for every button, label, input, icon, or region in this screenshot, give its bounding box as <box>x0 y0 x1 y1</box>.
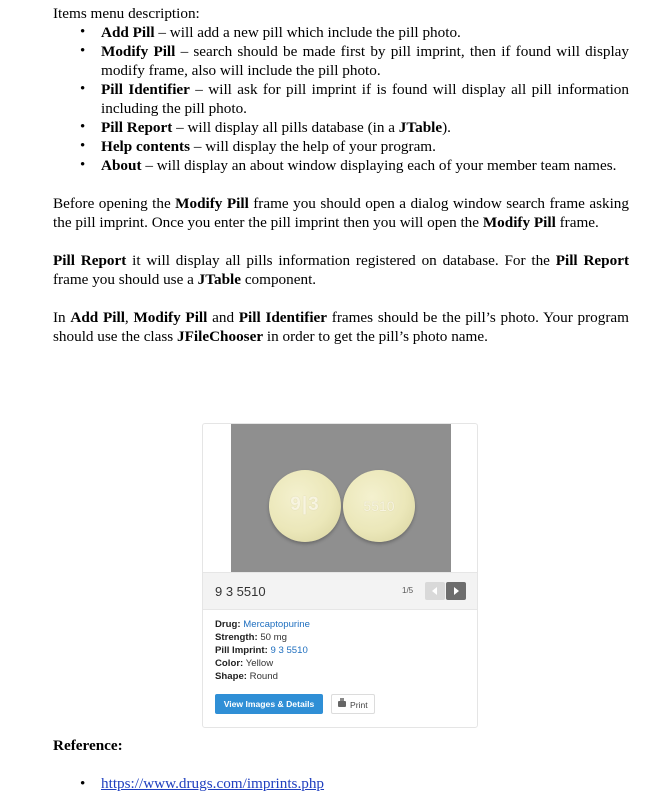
menu-desc: ). <box>442 119 451 136</box>
menu-term: Modify Pill <box>101 43 176 60</box>
menu-desc: – will display the help of your program. <box>190 138 436 155</box>
strength-value: 50 mg <box>260 632 287 643</box>
chevron-right-icon <box>454 587 459 595</box>
items-menu-heading: Items menu description: <box>53 5 200 22</box>
menu-description-list <box>53 23 629 175</box>
menu-term: Pill Report <box>101 119 173 136</box>
bold-text: JTable <box>197 271 242 288</box>
bold-text: Pill Report <box>555 252 630 269</box>
menu-desc: – will ask for pill imprint if is found will display all pill information including the pill photo. <box>101 81 629 117</box>
chevron-left-icon <box>432 587 437 595</box>
printer-icon <box>338 701 346 707</box>
text: component. <box>241 271 317 288</box>
menu-item-add-pill <box>53 23 629 42</box>
pill-right-imprint: 5510 <box>363 498 395 514</box>
pill-left-imprint: 9|3 <box>290 494 320 515</box>
text: , <box>124 309 134 326</box>
text: frames should be the pill’s photo. Your program should use the class <box>53 309 629 345</box>
color-label: Color: <box>215 658 244 669</box>
bold-text: Pill Report <box>53 252 127 269</box>
text: Before opening the <box>53 195 176 212</box>
imprint-label: Pill Imprint: <box>215 645 268 656</box>
drug-link[interactable]: Mercaptopurine <box>243 619 310 630</box>
text: frame you should use a <box>53 271 198 288</box>
menu-desc: – will display all pills database (in a <box>172 119 399 136</box>
strength-row <box>215 631 310 644</box>
shape-row <box>215 670 310 683</box>
bold-text: Add Pill <box>70 309 125 326</box>
shape-value: Round <box>249 671 278 682</box>
menu-desc: – search should be made first by pill imprint, then if found will display modify frame, also will include the pill photo. <box>101 43 629 79</box>
bold-text: Modify Pill <box>133 309 208 326</box>
menu-term: Add Pill <box>101 24 155 41</box>
paragraph-pill-photo <box>53 308 629 346</box>
bold-text: JFileChooser <box>177 328 264 345</box>
reference-heading: Reference: <box>53 737 123 754</box>
color-value: Yellow <box>245 658 274 669</box>
imprint-row <box>215 644 310 657</box>
reference-link[interactable]: https://www.drugs.com/imprints.php <box>101 775 325 792</box>
menu-term: Pill Identifier <box>101 81 190 98</box>
pill-right <box>343 470 415 542</box>
menu-item-about <box>53 156 629 175</box>
text: in order to get the pill’s photo name. <box>263 328 488 345</box>
paragraph-pill-report <box>53 251 629 289</box>
menu-item-help-contents <box>53 137 629 156</box>
imprint-title: 9 3 5510 <box>215 584 266 599</box>
pill-info <box>215 618 310 683</box>
pill-card <box>202 423 478 728</box>
text: In <box>53 309 71 326</box>
menu-item-pill-identifier <box>53 80 629 118</box>
text: frame you should open a dialog window search frame asking the pill imprint. Once you enter the pill imprint then you will open the <box>53 195 629 231</box>
text: frame. <box>555 214 599 231</box>
pill-left <box>269 470 341 542</box>
image-pager: 1/5 <box>402 586 414 595</box>
color-row <box>215 657 310 670</box>
reference-item <box>53 775 629 793</box>
view-images-details-button[interactable]: View Images & Details <box>215 694 323 714</box>
drug-label: Drug: <box>215 619 241 630</box>
text: and <box>207 309 239 326</box>
bold-text: Modify Pill <box>482 214 556 231</box>
print-button[interactable] <box>331 694 375 714</box>
next-image-button[interactable] <box>446 582 466 600</box>
menu-item-pill-report <box>53 118 629 137</box>
menu-desc: – will display an about window displaying each of your member team names. <box>141 157 617 174</box>
document-body <box>53 4 629 346</box>
shape-label: Shape: <box>215 671 247 682</box>
imprint-link[interactable]: 9 3 5510 <box>270 645 308 656</box>
reference-list <box>53 775 629 793</box>
menu-term: Help contents <box>101 138 191 155</box>
print-label: Print <box>350 700 368 710</box>
paragraph-modify-pill <box>53 194 629 232</box>
menu-desc: – will add a new pill which include the pill photo. <box>154 24 461 41</box>
imprint-bar <box>203 572 477 610</box>
menu-item-modify-pill <box>53 42 629 80</box>
strength-label: Strength: <box>215 632 258 643</box>
bold-text: Pill Identifier <box>238 309 328 326</box>
text: it will display all pills information registered on database. For the <box>126 252 556 269</box>
previous-image-button[interactable] <box>425 582 445 600</box>
pill-photo <box>231 424 451 572</box>
drug-row <box>215 618 310 631</box>
bold-text: Modify Pill <box>175 195 249 212</box>
menu-term-jtable: JTable <box>398 119 443 136</box>
menu-term: About <box>101 157 142 174</box>
